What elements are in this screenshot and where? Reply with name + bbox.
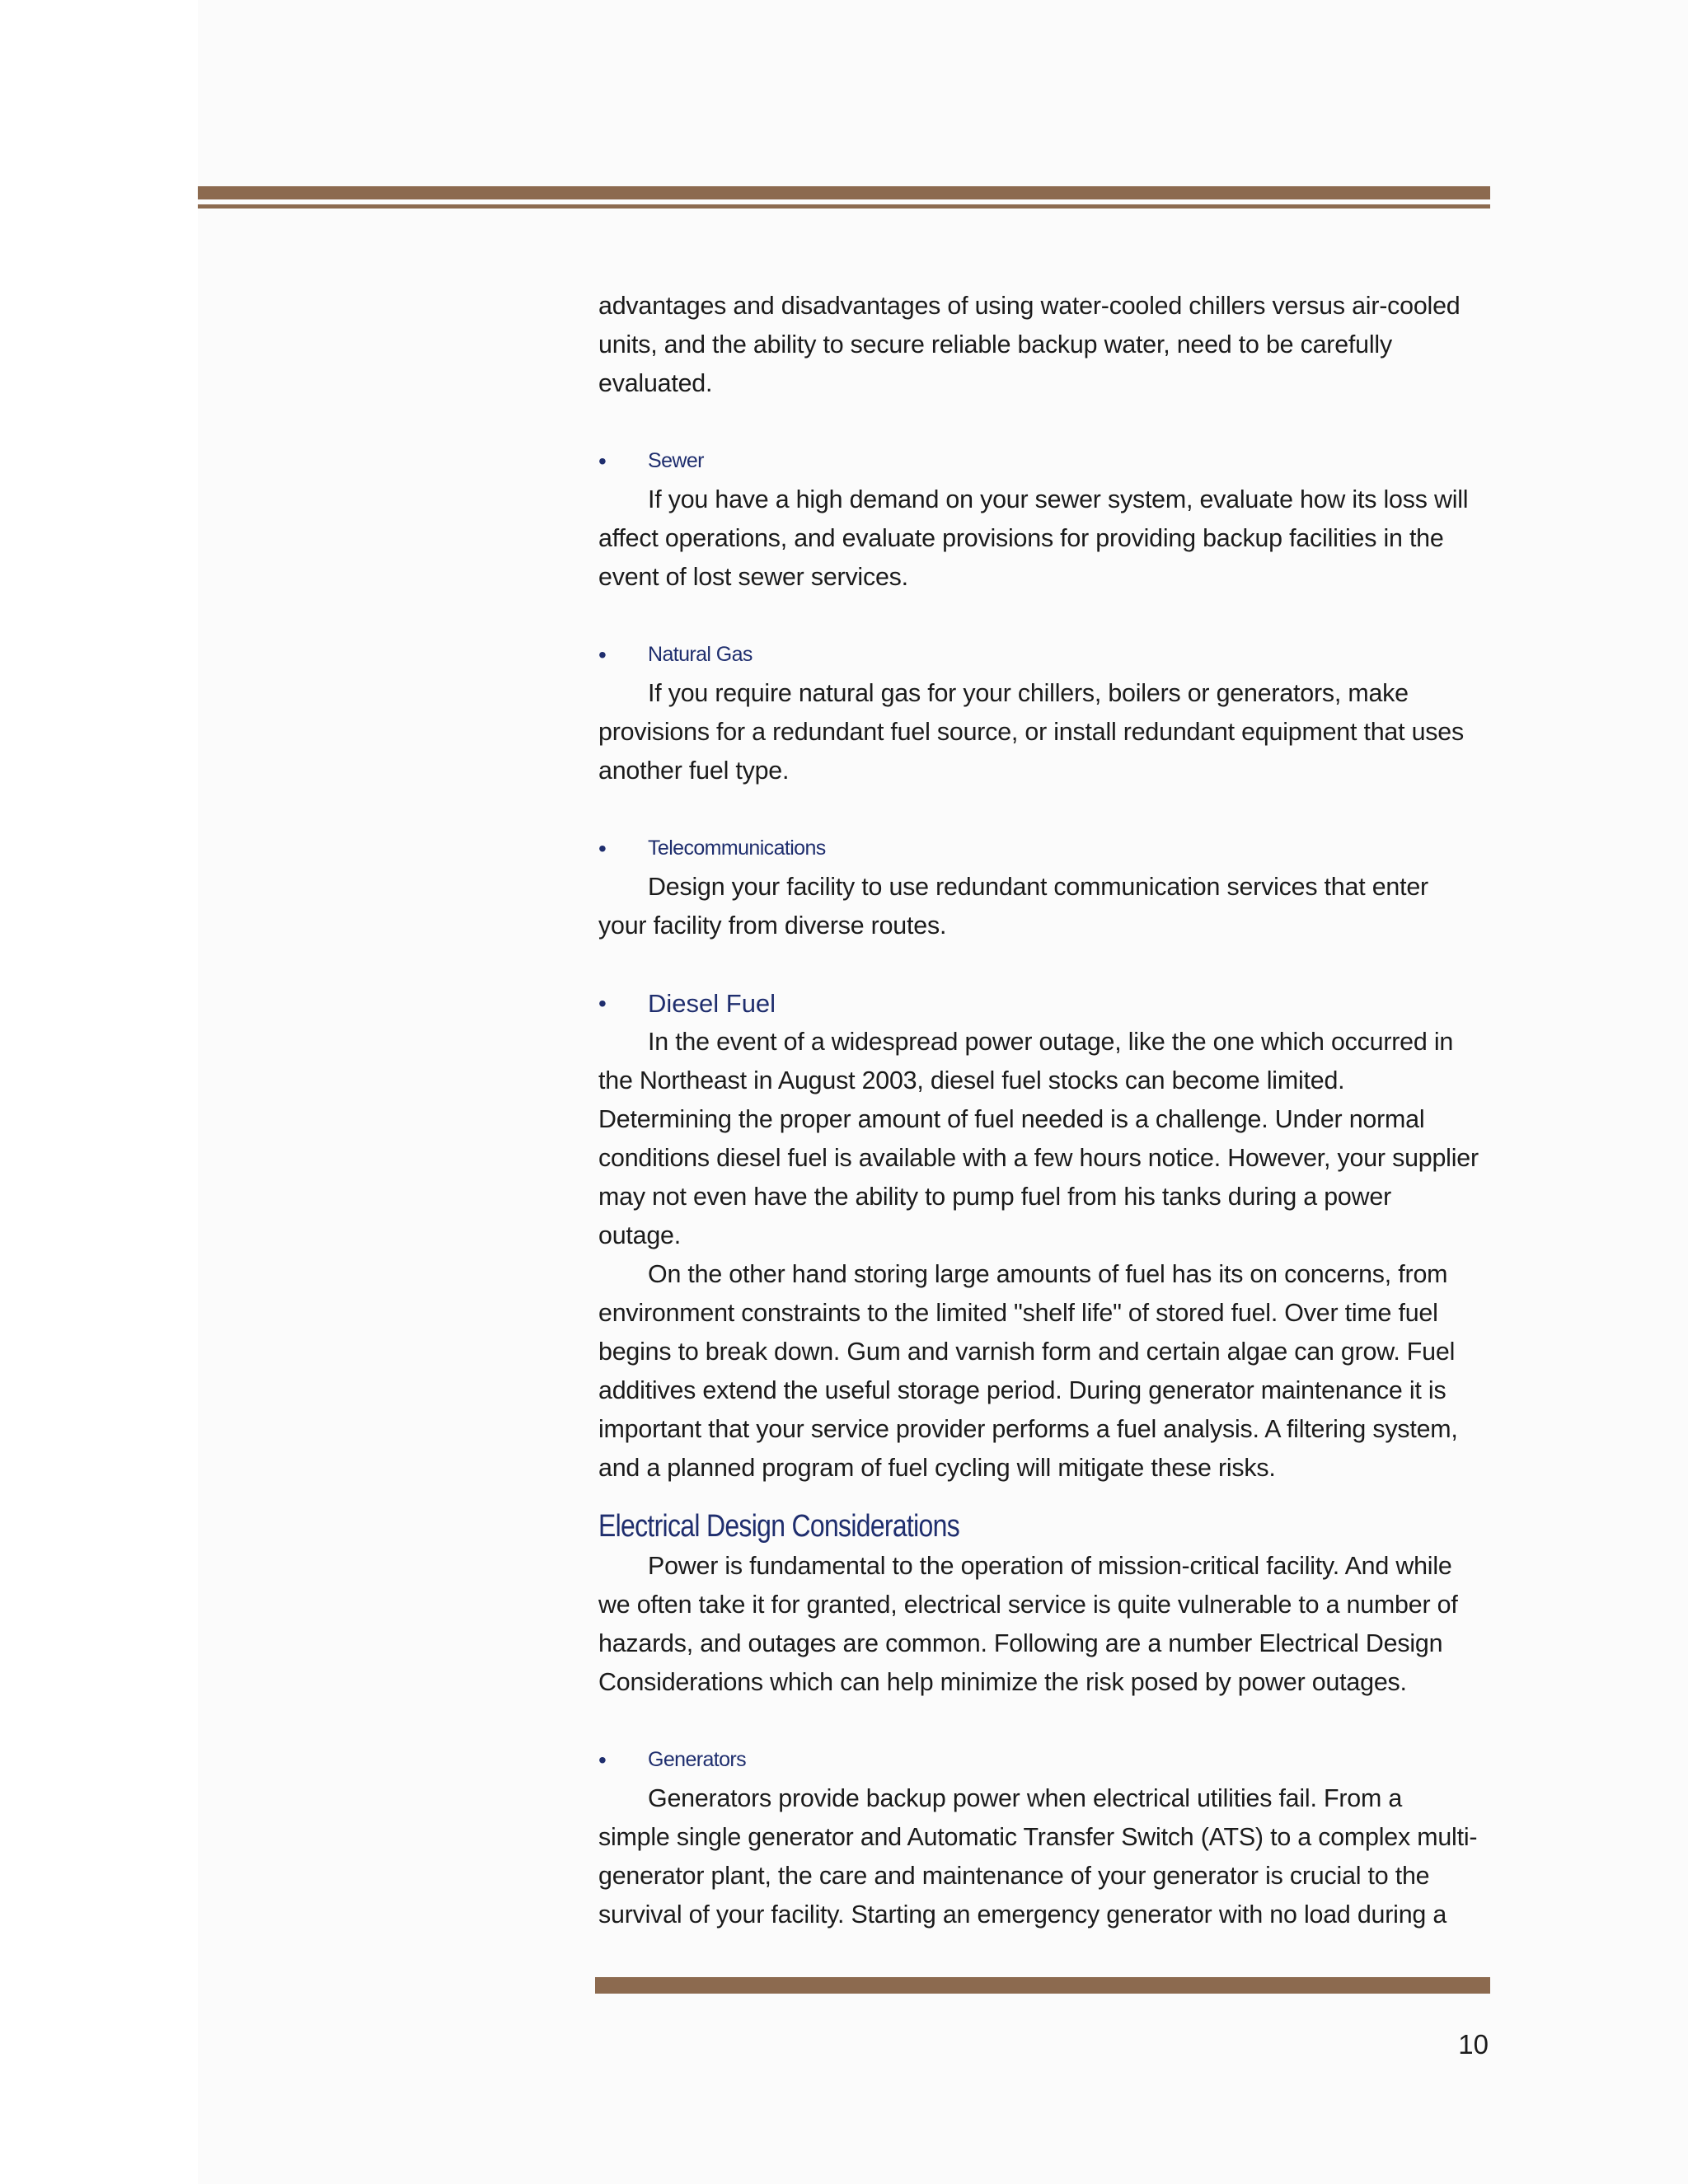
natural-gas-heading-text: Natural Gas <box>648 643 753 666</box>
generators-section <box>598 1741 1497 1934</box>
text-line: additives extend the useful storage period. During generator maintenance it is <box>598 1376 1447 1404</box>
text-line: begins to break down. Gum and varnish form and certain algae can grow. Fuel <box>598 1338 1456 1366</box>
bullet-icon: • <box>598 448 607 474</box>
text-line: If you have a high demand on your sewer system, evaluate how its loss will <box>648 485 1469 513</box>
sewer-paragraph <box>598 480 1497 519</box>
text-line: generator plant, the care and maintenance of your generator is crucial to the <box>598 1862 1430 1890</box>
natural-gas-section <box>598 635 1497 790</box>
natural-gas-paragraph-cont <box>598 713 1497 790</box>
text-line: outage. <box>598 1221 681 1249</box>
bullet-icon: • <box>598 1747 607 1773</box>
text-line: On the other hand storing large amounts of fuel has its on concerns, from <box>648 1260 1448 1288</box>
bullet-icon: • <box>598 991 607 1016</box>
sewer-paragraph-cont <box>598 519 1497 597</box>
telecommunications-section <box>598 829 1497 945</box>
natural-gas-paragraph <box>598 674 1497 713</box>
telecommunications-heading-text: Telecommunications <box>648 837 826 860</box>
generators-heading-text: Generators <box>648 1748 747 1771</box>
sewer-heading <box>598 442 1497 480</box>
sewer-heading-text: Sewer <box>648 449 704 472</box>
diesel-fuel-paragraph-2-cont <box>598 1294 1497 1488</box>
electrical-section <box>598 1506 1497 1702</box>
text-line: units, and the ability to secure reliable backup water, need to be carefully <box>598 330 1392 359</box>
telecommunications-paragraph-cont <box>598 907 1497 945</box>
text-line: survival of your facility. Starting an emergency generator with no load during a <box>598 1900 1447 1929</box>
diesel-fuel-paragraph-1 <box>598 1023 1497 1062</box>
main-content <box>598 287 1497 1934</box>
natural-gas-heading <box>598 635 1497 674</box>
generators-paragraph <box>598 1779 1497 1818</box>
section-heading: Electrical Design Considerations <box>598 1509 960 1544</box>
text-line: Generators provide backup power when electrical utilities fail. From a <box>648 1784 1403 1812</box>
text-line: advantages and disadvantages of using water-cooled chillers versus air-cooled <box>598 292 1461 320</box>
telecommunications-heading <box>598 829 1497 868</box>
text-line: Determining the proper amount of fuel needed is a challenge. Under normal <box>598 1105 1425 1133</box>
text-line: simple single generator and Automatic Transfer Switch (ATS) to a complex multi- <box>598 1823 1478 1851</box>
text-line: In the event of a widespread power outage, like the one which occurred in <box>648 1028 1454 1056</box>
text-line: another fuel type. <box>598 757 790 785</box>
page-number: 10 <box>1458 2029 1489 2060</box>
diesel-fuel-paragraph-2 <box>598 1255 1497 1294</box>
generators-heading <box>598 1741 1497 1779</box>
text-line: Considerations which can help minimize the risk posed by power outages. <box>598 1668 1407 1696</box>
text-line: provisions for a redundant fuel source, or install redundant equipment that uses <box>598 718 1465 746</box>
diesel-fuel-section <box>598 984 1497 1488</box>
text-line: conditions diesel fuel is available with a few hours notice. However, your supplier <box>598 1144 1479 1172</box>
text-line: may not even have the ability to pump fuel from his tanks during a power <box>598 1183 1392 1211</box>
text-line: important that your service provider performs a fuel analysis. A filtering system, <box>598 1415 1458 1443</box>
generators-paragraph-cont <box>598 1818 1497 1934</box>
electrical-paragraph <box>598 1547 1497 1586</box>
text-line: we often take it for granted, electrical service is quite vulnerable to a number of <box>598 1591 1458 1619</box>
text-line: hazards, and outages are common. Following are a number Electrical Design <box>598 1629 1443 1657</box>
bullet-icon: • <box>598 836 607 861</box>
bullet-icon: • <box>598 642 607 668</box>
intro-paragraph <box>598 287 1497 403</box>
text-line: affect operations, and evaluate provisions for providing backup facilities in the <box>598 524 1444 552</box>
text-line: environment constraints to the limited "shelf life" of stored fuel. Over time fuel <box>598 1299 1438 1327</box>
top-rule-thick <box>198 186 1490 199</box>
top-rule-thin <box>198 204 1490 209</box>
electrical-paragraph-cont <box>598 1586 1497 1702</box>
text-line: the Northeast in August 2003, diesel fuel stocks can become limited. <box>598 1066 1345 1094</box>
text-line: event of lost sewer services. <box>598 563 908 591</box>
bottom-rule <box>595 1977 1490 1994</box>
text-line: If you require natural gas for your chillers, boilers or generators, make <box>648 679 1409 707</box>
text-line: your facility from diverse routes. <box>598 912 947 940</box>
sewer-section <box>598 442 1497 597</box>
diesel-fuel-paragraph-1-cont <box>598 1062 1497 1255</box>
text-line: and a planned program of fuel cycling will mitigate these risks. <box>598 1454 1276 1482</box>
telecommunications-paragraph <box>598 868 1497 907</box>
text-line: evaluated. <box>598 369 713 397</box>
text-line: Design your facility to use redundant communication services that enter <box>648 873 1428 901</box>
diesel-fuel-heading <box>598 984 1497 1023</box>
diesel-fuel-heading-text: Diesel Fuel <box>648 989 776 1018</box>
text-line: Power is fundamental to the operation of mission-critical facility. And while <box>648 1552 1452 1580</box>
